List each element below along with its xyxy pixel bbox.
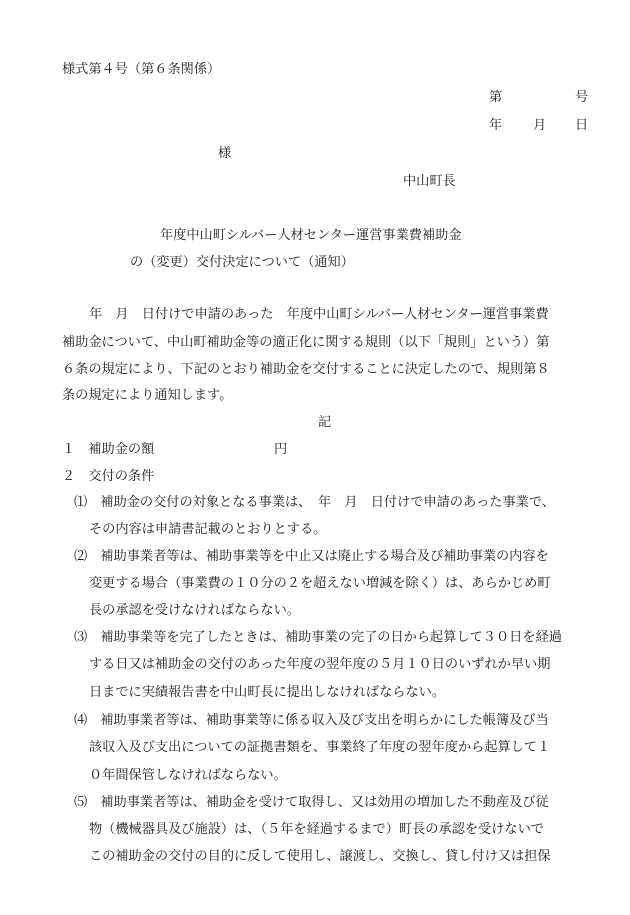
date-month: 月 (533, 118, 547, 133)
number-suffix: 号 (575, 90, 589, 105)
item1-label: １ 補助金の額 (62, 442, 155, 457)
condition-4-line-3: ０年間保管しなければならない。 (89, 768, 287, 783)
condition-3-line-2: する日又は補助金の交付のあった年度の翌年度の５月１０日のいずれか早い期 (89, 657, 551, 672)
condition-2-line-3: 長の承認を受けなければならない。 (89, 603, 300, 618)
intro-line-1: 年 月 日付けで申請のあった 年度中山町シルバー人材センター運営事業費 (89, 307, 549, 322)
condition-1-line-1: ⑴ 補助金の交付の対象となる事業は、 年 月 日付けで申請のあった事業で、 (74, 495, 555, 510)
condition-2-line-2: 変更する場合（事業費の１０分の２を超えない増減を除く）は、あらかじめ町 (89, 576, 551, 591)
number-prefix: 第 (489, 90, 503, 105)
date-year: 年 (489, 118, 503, 133)
condition-3-line-3: 日までに実績報告書を中山町長に提出しなければならない。 (89, 685, 446, 700)
intro-line-4: 条の規定により通知します。 (62, 388, 233, 403)
intro-line-2: 補助金について、中山町補助金等の適正化に関する規則（以下「規則」という）第 (62, 335, 550, 350)
condition-5-line-2: 物（機械器具及び施設）は、（５年を経過するまで）町長の承認を受けないで (89, 822, 544, 837)
addressee-suffix: 様 (218, 146, 232, 161)
item2-label: ２ 交付の条件 (62, 469, 155, 484)
condition-5-line-1: ⑸ 補助事業者等は、補助金を受けて取得し、又は効用の増加した不動産及び従 (74, 795, 549, 810)
date-day: 日 (575, 118, 589, 133)
condition-2-line-1: ⑵ 補助事業者等は、補助事業等を中止又は廃止する場合及び補助事業の内容を (74, 549, 549, 564)
form-label: 様式第４号（第６条関係） (62, 62, 221, 77)
ki-heading: 記 (318, 415, 332, 430)
title-line-2: の（変更）交付決定について（通知） (130, 255, 354, 270)
condition-5-line-3: この補助金の交付の目的に反して使用し、譲渡し、交換し、貸し付け又は担保 (89, 849, 551, 864)
condition-4-line-1: ⑷ 補助事業者等は、補助事業等に係る収入及び支出を明らかにした帳簿及び当 (74, 713, 549, 728)
condition-3-line-1: ⑶ 補助事業等を完了したときは、補助事業の完了の日から起算して３０日を経過 (74, 630, 562, 645)
condition-4-line-2: 該収入及び支出についての証拠書類を、事業終了年度の翌年度から起算して１ (89, 740, 551, 755)
item1-unit: 円 (274, 442, 288, 457)
issuer-name: 中山町長 (403, 174, 456, 189)
title-line-1: 年度中山町シルバー人材センター運営事業費補助金 (160, 228, 462, 243)
condition-1-line-2: その内容は申請書記載のとおりとする。 (89, 522, 327, 537)
intro-line-3: ６条の規定により、下記のとおり補助金を交付することに決定したので、規則第８ (62, 362, 550, 377)
